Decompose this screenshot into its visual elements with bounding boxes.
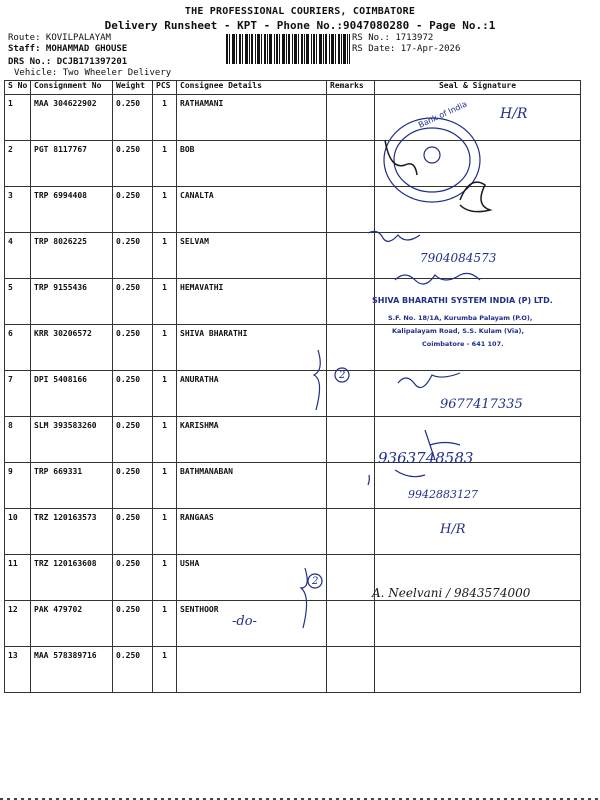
consignee-cell: USHA — [177, 555, 327, 601]
remarks-cell — [327, 463, 375, 509]
remarks-cell — [327, 279, 375, 325]
remarks-cell — [327, 647, 375, 693]
seal-signature-cell — [375, 555, 581, 601]
pcs-cell: 1 — [153, 647, 177, 693]
consignee-cell: ANURATHA — [177, 371, 327, 417]
col-consignee: Consignee Details — [177, 81, 327, 95]
consignment-cell: TRP 8026225 — [31, 233, 113, 279]
remarks-cell — [327, 187, 375, 233]
pcs-cell: 1 — [153, 141, 177, 187]
consignment-cell: TRZ 120163608 — [31, 555, 113, 601]
weight-cell: 0.250 — [113, 555, 153, 601]
sno-cell: 4 — [5, 233, 31, 279]
table-row — [5, 325, 581, 371]
consignment-cell: TRZ 120163573 — [31, 509, 113, 555]
header-subtitle: Delivery Runsheet - KPT - Phone No.:9047080280 - Page No.:1 — [104, 19, 496, 32]
weight-cell: 0.250 — [113, 509, 153, 555]
weight-cell: 0.250 — [113, 233, 153, 279]
seal-signature-cell — [375, 325, 581, 371]
pcs-cell: 1 — [153, 233, 177, 279]
sno-cell: 1 — [5, 95, 31, 141]
rs-date-label: RS Date: 17-Apr-2026 — [352, 44, 461, 54]
col-pcs: PCS — [153, 81, 177, 95]
consignee-cell — [177, 647, 327, 693]
header-company: THE PROFESSIONAL COURIERS, COIMBATORE — [184, 6, 416, 17]
consignee-cell: HEMAVATHI — [177, 279, 327, 325]
consignment-cell: TRP 669331 — [31, 463, 113, 509]
remarks-cell — [327, 601, 375, 647]
consignment-cell: MAA 578389716 — [31, 647, 113, 693]
seal-signature-cell — [375, 601, 581, 647]
consignment-cell: MAA 304622902 — [31, 95, 113, 141]
hw-sig-12: A. Neelvani / 9843574000 — [372, 586, 531, 600]
col-consignment: Consignment No — [31, 81, 113, 95]
stamp-line4: Coimbatore - 641 107. — [422, 340, 504, 348]
consignee-cell: BOB — [177, 141, 327, 187]
sno-cell: 6 — [5, 325, 31, 371]
pcs-cell: 1 — [153, 601, 177, 647]
hw-phone-8: 9677417335 — [440, 397, 523, 412]
weight-cell: 0.250 — [113, 371, 153, 417]
consignment-cell: PAK 479702 — [31, 601, 113, 647]
route-label: Route: KOVILPALAYAM — [8, 33, 111, 43]
table-row — [5, 601, 581, 647]
sno-cell: 2 — [5, 141, 31, 187]
table-row — [5, 647, 581, 693]
consignee-cell: SENTHOOR — [177, 601, 327, 647]
weight-cell: 0.250 — [113, 325, 153, 371]
consignee-cell: RATHAMANI — [177, 95, 327, 141]
consignee-cell: CANALTA — [177, 187, 327, 233]
seal-signature-cell — [375, 647, 581, 693]
consignment-cell: SLM 393583260 — [31, 417, 113, 463]
sno-cell: 8 — [5, 417, 31, 463]
hw-phone-10: 9942883127 — [408, 488, 478, 501]
hw-mark-2b: 2 — [312, 576, 319, 587]
sno-cell: 11 — [5, 555, 31, 601]
sno-cell: 10 — [5, 509, 31, 555]
table-row — [5, 233, 581, 279]
drs-label: DRS No.: DCJB171397201 — [8, 57, 128, 67]
consignment-cell: PGT 8117767 — [31, 141, 113, 187]
consignment-cell: DPI 5408166 — [31, 371, 113, 417]
table-row — [5, 187, 581, 233]
weight-cell: 0.250 — [113, 279, 153, 325]
consignee-cell: SHIVA BHARATHI — [177, 325, 327, 371]
hw-mark-2a: 2 — [339, 370, 346, 381]
col-seal: Seal & Signature — [375, 81, 581, 95]
remarks-cell — [327, 233, 375, 279]
seal-signature-cell — [375, 279, 581, 325]
bank-seal-text: Bank of India — [417, 99, 469, 130]
pcs-cell: 1 — [153, 95, 177, 141]
pcs-cell: 1 — [153, 187, 177, 233]
sno-cell: 12 — [5, 601, 31, 647]
pcs-cell: 1 — [153, 555, 177, 601]
pcs-cell: 1 — [153, 371, 177, 417]
sno-cell: 7 — [5, 371, 31, 417]
consignment-cell: TRP 6994408 — [31, 187, 113, 233]
seal-signature-cell — [375, 371, 581, 417]
consignee-cell: RANGAAS — [177, 509, 327, 555]
rs-no-label: RS No.: 1713972 — [352, 33, 434, 43]
remarks-cell — [327, 325, 375, 371]
remarks-cell — [327, 509, 375, 555]
col-weight: Weight — [113, 81, 153, 95]
seal-signature-cell — [375, 233, 581, 279]
weight-cell: 0.250 — [113, 417, 153, 463]
pcs-cell: 1 — [153, 325, 177, 371]
seal-signature-cell — [375, 417, 581, 463]
weight-cell: 0.250 — [113, 141, 153, 187]
sno-cell: 13 — [5, 647, 31, 693]
remarks-cell — [327, 371, 375, 417]
stamp-line1: SHIVA BHARATHI SYSTEM INDIA (P) LTD. — [372, 296, 553, 305]
seal-signature-cell — [375, 463, 581, 509]
weight-cell: 0.250 — [113, 647, 153, 693]
table-row — [5, 509, 581, 555]
sno-cell: 9 — [5, 463, 31, 509]
stamp-line2: S.F. No. 18/1A, Kurumba Palayam (P.O), — [388, 314, 533, 322]
staff-label: Staff: MOHAMMAD GHOUSE — [8, 44, 128, 54]
consignee-cell: BATHMANABAN — [177, 463, 327, 509]
pcs-cell: 1 — [153, 509, 177, 555]
seal-signature-cell — [375, 187, 581, 233]
runsheet-table — [4, 80, 581, 693]
pcs-cell: 1 — [153, 417, 177, 463]
weight-cell: 0.250 — [113, 95, 153, 141]
weight-cell: 0.250 — [113, 601, 153, 647]
table-header-row — [5, 81, 581, 95]
vehicle-label: Vehicle: Two Wheeler Delivery — [14, 68, 172, 78]
remarks-cell — [327, 141, 375, 187]
seal-signature-cell — [375, 509, 581, 555]
sno-cell: 3 — [5, 187, 31, 233]
remarks-cell — [327, 555, 375, 601]
consignment-cell: KRR 30206572 — [31, 325, 113, 371]
consignee-cell: KARISHMA — [177, 417, 327, 463]
table-row — [5, 95, 581, 141]
seal-signature-cell — [375, 141, 581, 187]
col-remarks: Remarks — [327, 81, 375, 95]
remarks-cell — [327, 417, 375, 463]
stamp-line3: Kalipalayam Road, S.S. Kulam (Via), — [392, 327, 524, 335]
pcs-cell: 1 — [153, 463, 177, 509]
barcode — [226, 34, 350, 64]
hw-ditto: -do- — [232, 614, 257, 629]
table-row — [5, 279, 581, 325]
table-row — [5, 463, 581, 509]
hw-phone-9: 9363748583 — [378, 449, 474, 467]
col-sno: S No — [5, 81, 31, 95]
consignee-cell: SELVAM — [177, 233, 327, 279]
table-row — [5, 417, 581, 463]
pcs-cell: 1 — [153, 279, 177, 325]
weight-cell: 0.250 — [113, 463, 153, 509]
hw-h11: H/R — [440, 522, 466, 537]
sno-cell: 5 — [5, 279, 31, 325]
remarks-cell — [327, 95, 375, 141]
seal-signature-cell — [375, 95, 581, 141]
consignment-cell: TRP 9155436 — [31, 279, 113, 325]
hw-phone-4: 7904084573 — [420, 251, 497, 265]
table-row — [5, 141, 581, 187]
table-row — [5, 555, 581, 601]
hw-h1: H/R — [500, 106, 528, 122]
table-row — [5, 371, 581, 417]
weight-cell: 0.250 — [113, 187, 153, 233]
